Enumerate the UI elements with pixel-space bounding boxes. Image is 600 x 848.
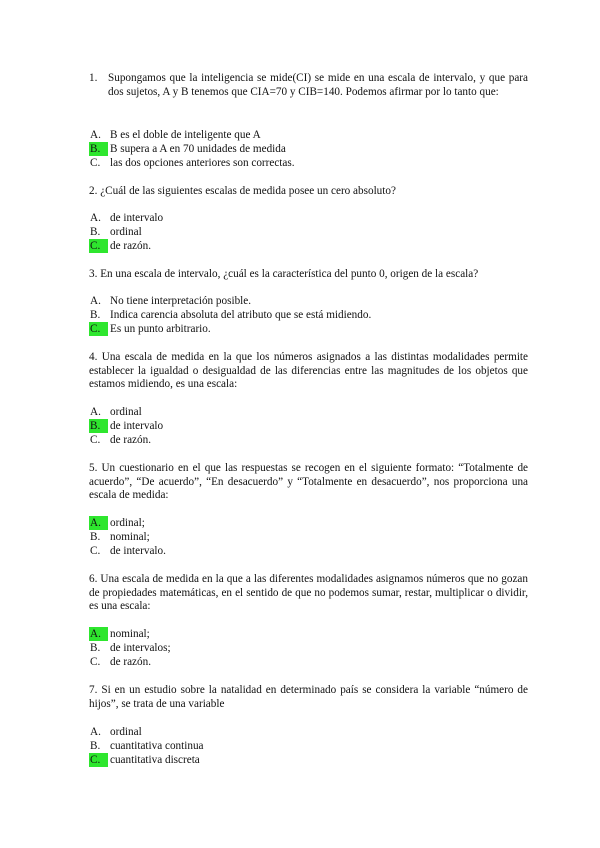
question-5 — [89, 462, 528, 503]
option-b — [89, 225, 528, 239]
question-text: Supongamos que la inteligencia se mide(CI) se mide en una escala de intervalo, y que para dos sujetos, A y B tenemos que CIA=70 y CIB=140. Podemos afirmar por lo tanto que: — [108, 72, 528, 98]
options-2 — [89, 211, 528, 253]
option-b — [89, 530, 528, 544]
option-text: de intervalo — [110, 212, 164, 224]
option-c — [89, 655, 528, 669]
option-text: de intervalo. — [110, 545, 166, 557]
option-letter: C. — [90, 545, 101, 557]
option-letter: B. — [90, 309, 101, 321]
option-a — [89, 405, 528, 419]
option-letter-highlighted: C. — [89, 239, 108, 253]
question-text: 5. Un cuestionario en el que las respuestas se recogen en el siguiente formato: “Totalmente de acuerdo”, “De acuerdo”, “En desacuerdo” y “Totalmente en desacuerdo”, nos proporciona una escala de medida: — [89, 462, 528, 502]
option-c — [89, 753, 528, 767]
option-text: nominal; — [110, 531, 150, 543]
option-letter-highlighted: A. — [89, 516, 108, 530]
options-1 — [89, 128, 528, 170]
option-letter: B. — [90, 740, 101, 752]
options-5 — [89, 516, 528, 558]
option-b — [89, 308, 528, 322]
option-text: de intervalos; — [110, 642, 171, 654]
question-7 — [89, 684, 528, 711]
option-b — [89, 739, 528, 753]
option-c — [89, 544, 528, 558]
option-b — [89, 641, 528, 655]
option-letter: C. — [90, 157, 101, 169]
question-1 — [89, 72, 528, 99]
option-text: cuantitativa discreta — [110, 754, 200, 766]
option-text: Indica carencia absoluta del atributo que se está midiendo. — [110, 309, 372, 321]
option-text: de razón. — [110, 656, 151, 668]
option-letter: A. — [90, 726, 101, 738]
option-text: Es un punto arbitrario. — [110, 323, 211, 335]
option-letter: A. — [90, 406, 101, 418]
option-letter: B. — [90, 226, 101, 238]
question-text: 6. Una escala de medida en la que a las diferentes modalidades asignamos números que no gozan de propiedades matemáticas, en el sentido de que no podemos sumar, restar, multiplicar o dividir, es una escala: — [89, 573, 528, 613]
question-6 — [89, 573, 528, 614]
option-a — [89, 516, 528, 530]
option-a — [89, 128, 528, 142]
option-text: de intervalo — [110, 420, 164, 432]
option-letter-highlighted: C. — [89, 322, 108, 336]
question-text: 7. Si en un estudio sobre la natalidad en determinado país se considera la variable “número de hijos”, se trata de una variable — [89, 684, 528, 710]
options-6 — [89, 627, 528, 669]
question-4 — [89, 351, 528, 392]
option-letter: A. — [90, 129, 101, 141]
option-c — [89, 156, 528, 170]
option-text: No tiene interpretación posible. — [110, 295, 252, 307]
option-b — [89, 142, 528, 156]
option-letter: C. — [90, 656, 101, 668]
option-text: ordinal; — [110, 517, 145, 529]
option-c — [89, 433, 528, 447]
option-text: las dos opciones anteriores son correctas. — [110, 157, 295, 169]
option-text: de razón. — [110, 434, 151, 446]
option-b — [89, 419, 528, 433]
option-text: B es el doble de inteligente que A — [110, 129, 261, 141]
option-a — [89, 627, 528, 641]
question-number: 1. — [89, 72, 98, 84]
option-text: nominal; — [110, 628, 150, 640]
option-text: cuantitativa continua — [110, 740, 204, 752]
question-2 — [89, 185, 528, 199]
option-letter: B. — [90, 531, 101, 543]
options-4 — [89, 405, 528, 447]
options-3 — [89, 294, 528, 336]
option-letter: A. — [90, 295, 101, 307]
option-text: ordinal — [110, 226, 142, 238]
option-a — [89, 725, 528, 739]
option-letter-highlighted: C. — [89, 753, 108, 767]
option-c — [89, 239, 528, 253]
option-letter: A. — [90, 212, 101, 224]
options-7 — [89, 725, 528, 767]
option-c — [89, 322, 528, 336]
question-3 — [89, 268, 528, 282]
option-letter-highlighted: A. — [89, 627, 108, 641]
option-text: ordinal — [110, 406, 142, 418]
option-letter: B. — [90, 642, 101, 654]
option-text: de razón. — [110, 240, 151, 252]
question-text: 2. ¿Cuál de las siguientes escalas de medida posee un cero absoluto? — [89, 185, 396, 197]
option-text: B supera a A en 70 unidades de medida — [110, 143, 286, 155]
option-text: ordinal — [110, 726, 142, 738]
option-a — [89, 211, 528, 225]
option-a — [89, 294, 528, 308]
option-letter-highlighted: B. — [89, 142, 108, 156]
option-letter-highlighted: B. — [89, 419, 108, 433]
question-text: 4. Una escala de medida en la que los números asignados a las distintas modalidades permite establecer la igualdad o desigualdad de las diferencias entre las magnitudes de los objetos que estamos midiendo, es una escala: — [89, 351, 528, 391]
option-letter: C. — [90, 434, 101, 446]
question-text: 3. En una escala de intervalo, ¿cuál es la característica del punto 0, origen de la escala? — [89, 268, 479, 280]
